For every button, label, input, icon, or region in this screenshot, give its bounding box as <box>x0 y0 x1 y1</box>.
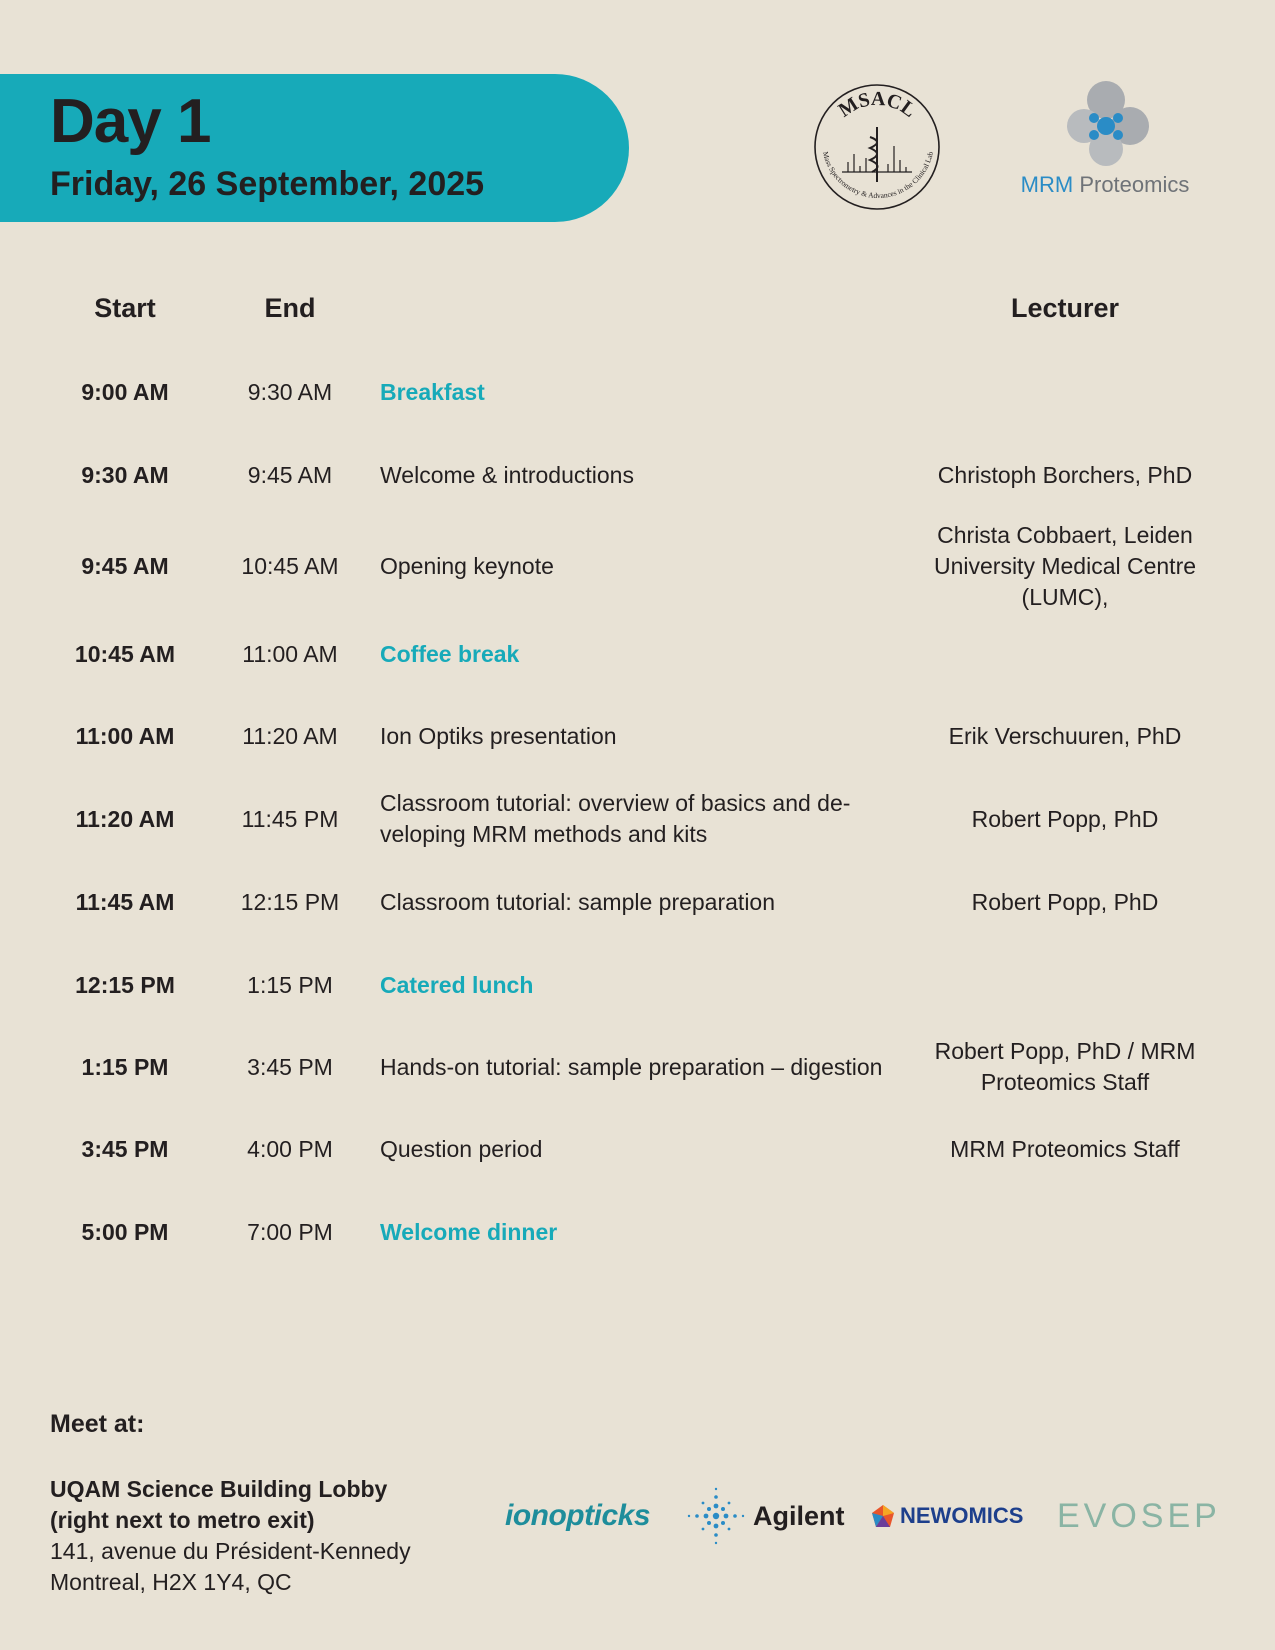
mrm-proteomics-logo <box>1000 80 1210 205</box>
venue-note: (right next to metro exit) <box>50 1507 315 1533</box>
msacl-logo <box>812 82 942 212</box>
schedule-row <box>0 455 1275 495</box>
schedule-row <box>0 372 1275 412</box>
lecturer: Erik Verschuuren, PhD <box>948 722 1182 749</box>
activity: Breakfast <box>380 378 485 405</box>
lecturer <box>915 372 1215 412</box>
column-header-lecturer: Lecturer <box>1010 293 1120 323</box>
start-time: 5:00 PM <box>81 1218 169 1245</box>
schedule-row <box>0 965 1275 1005</box>
start-time: 9:30 AM <box>81 461 169 488</box>
end-time: 12:15 PM <box>240 888 340 915</box>
mrm-logo-text <box>1000 172 1210 198</box>
end-time: 9:30 AM <box>247 378 333 405</box>
activity: Hands-on tutorial: sample preparation – digestion <box>380 1053 883 1080</box>
lecturer: Christoph Borchers, PhD <box>937 461 1193 488</box>
lecturer: Robert Popp, PhD <box>971 805 1159 832</box>
activity: Catered lunch <box>380 971 534 998</box>
lecturer <box>915 1212 1215 1252</box>
end-time: 11:00 AM <box>242 640 338 667</box>
schedule-row <box>0 1129 1275 1169</box>
msacl-logo-subtitle: Mass Spectrometry & Advances in the Clinical Lab <box>820 150 936 201</box>
start-time: 9:45 AM <box>81 552 169 579</box>
start-time: 11:00 AM <box>75 722 175 749</box>
schedule-row <box>0 634 1275 674</box>
end-time: 9:45 AM <box>247 461 333 488</box>
schedule-row <box>0 1212 1275 1252</box>
agilent-logo <box>685 1492 845 1540</box>
mrm-logo-proteomics: Proteomics <box>1079 172 1190 197</box>
newomics-logo <box>870 1492 1023 1540</box>
activity: Classroom tutorial: overview of basics and de-veloping MRM methods and kits <box>380 790 851 847</box>
column-header-end: End <box>264 293 316 323</box>
start-time: 1:15 PM <box>81 1053 169 1080</box>
schedule-row <box>0 786 1275 852</box>
activity: Question period <box>380 1135 543 1162</box>
start-time: 9:00 AM <box>81 378 169 405</box>
activity: Welcome dinner <box>380 1218 558 1245</box>
lecturer: Robert Popp, PhD <box>971 888 1159 915</box>
lecturer: MRM Proteomics Staff <box>950 1135 1180 1162</box>
end-time: 1:15 PM <box>247 971 333 998</box>
start-time: 3:45 PM <box>81 1135 169 1162</box>
newomics-text: NEWOMICS <box>900 1503 1024 1528</box>
end-time: 4:00 PM <box>247 1135 333 1162</box>
start-time: 11:20 AM <box>75 805 175 832</box>
mrm-molecule-icon <box>1000 80 1210 170</box>
event-date: Friday, 26 September, 2025 <box>50 165 485 203</box>
venue-city: Montreal, H2X 1Y4, QC <box>50 1569 292 1595</box>
lecturer <box>915 634 1215 674</box>
schedule-row <box>0 1034 1275 1100</box>
newomics-gem-icon <box>870 1503 896 1529</box>
end-time: 10:45 AM <box>241 552 339 579</box>
venue-street: 141, avenue du Président-Kennedy <box>50 1538 411 1564</box>
evosep-logo: EVOSEP <box>1057 1496 1221 1535</box>
lecturer <box>915 965 1215 1005</box>
lecturer: Christa Cobbaert, Leiden University Medical Centre (LUMC), <box>933 521 1197 610</box>
end-time: 7:00 PM <box>247 1218 333 1245</box>
activity: Ion Optiks presentation <box>380 722 617 749</box>
column-header-start: Start <box>94 293 156 323</box>
venue-name: UQAM Science Building Lobby <box>50 1476 388 1502</box>
lecturer: Robert Popp, PhD / MRM Proteomics Staff <box>934 1038 1196 1095</box>
activity: Coffee break <box>380 640 520 667</box>
start-time: 10:45 AM <box>74 640 176 667</box>
day-title: Day 1 <box>50 87 211 156</box>
ionopticks-logo: ionopticks <box>505 1499 651 1532</box>
agilent-text: Agilent <box>753 1500 845 1531</box>
activity: Classroom tutorial: sample preparation <box>380 888 776 915</box>
start-time: 11:45 AM <box>75 888 175 915</box>
mrm-logo-brand: MRM <box>1020 172 1074 197</box>
end-time: 11:45 PM <box>241 805 339 832</box>
end-time: 3:45 PM <box>247 1053 333 1080</box>
start-time: 12:15 PM <box>75 971 175 998</box>
schedule-row <box>0 716 1275 756</box>
schedule-row <box>0 882 1275 922</box>
agilent-spark-icon <box>685 1485 747 1547</box>
msacl-logo-text: MSACL <box>834 87 920 122</box>
activity: Opening keynote <box>380 552 554 579</box>
activity: Welcome & introductions <box>380 461 634 488</box>
end-time: 11:20 AM <box>242 722 338 749</box>
schedule-row <box>0 519 1275 613</box>
meet-at-label: Meet at: <box>50 1410 145 1438</box>
